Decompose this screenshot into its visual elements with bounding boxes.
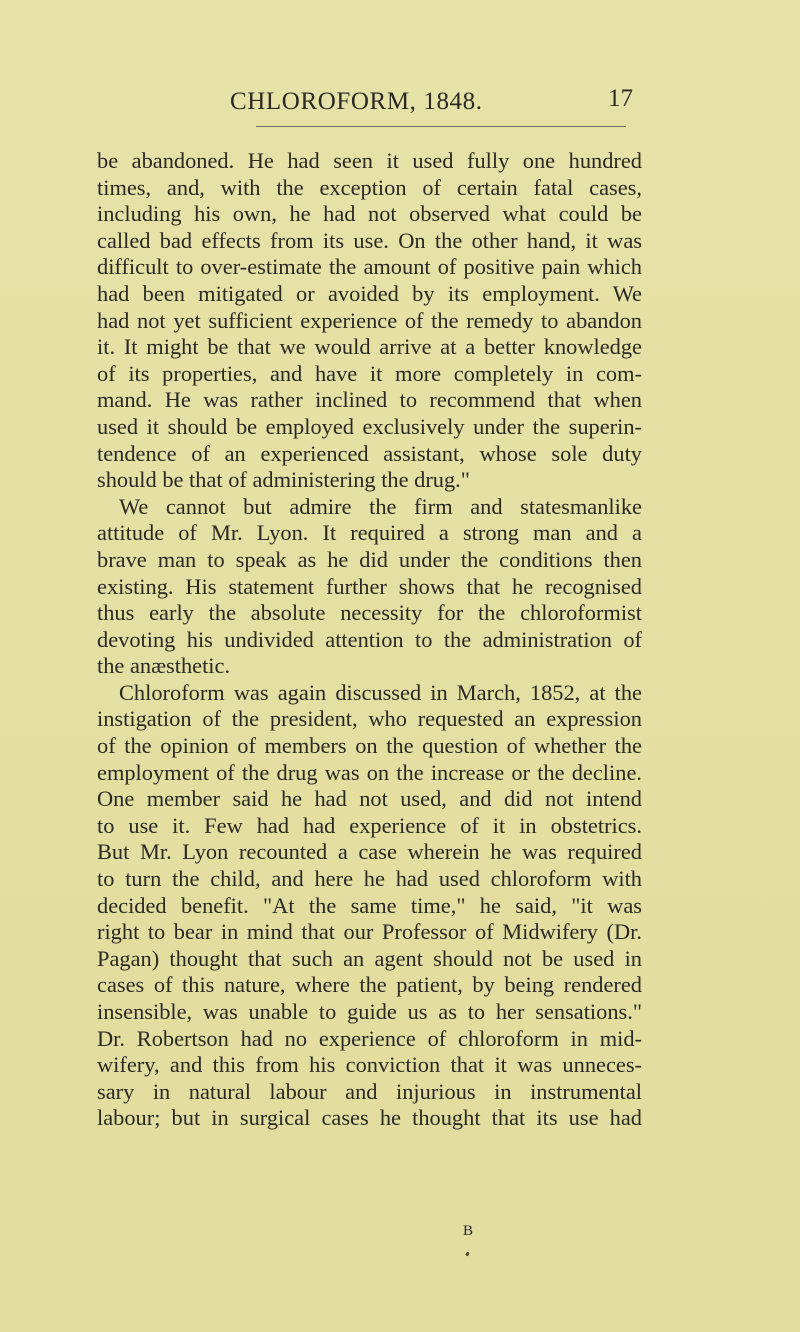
page-number: 17 (608, 85, 633, 112)
text-line: devoting his undivided attention to the administration of (97, 626, 642, 652)
text-line: cases of this nature, where the patient, by being rendered (97, 972, 642, 998)
text-line: right to bear in mind that our Professor of Midwifery (Dr. (97, 919, 642, 945)
header-rule (256, 126, 626, 127)
paragraph-start-line: Chloroform was again discussed in March, 1852, at the (119, 679, 642, 705)
text-line: called bad effects from its use. On the other hand, it was (97, 227, 642, 253)
text-line: Dr. Robertson had no experience of chloroform in mid- (97, 1025, 642, 1051)
text-line: employment of the drug was on the increase or the decline. (97, 759, 642, 785)
paragraph-start-line: We cannot but admire the firm and statesmanlike (119, 493, 642, 519)
text-line: should be that of administering the drug." (97, 467, 470, 493)
text-line: But Mr. Lyon recounted a case wherein he was required (97, 839, 642, 865)
text-line: mand. He was rather inclined to recommend that when (97, 387, 642, 413)
text-line: be abandoned. He had seen it used fully one hundred (97, 148, 642, 173)
text-line: had not yet sufficient experience of the remedy to abandon (97, 307, 642, 333)
text-line: One member said he had not used, and did not intend (97, 786, 642, 812)
text-line: the anæsthetic. (97, 653, 231, 679)
text-line: brave man to speak as he did under the conditions then (97, 546, 642, 572)
text-line: Pagan) thought that such an agent should not be used in (97, 945, 642, 971)
text-line: decided benefit. "At the same time," he said, "it was (97, 892, 642, 918)
ink-speck (465, 1252, 470, 1257)
text-line: it. It might be that we would arrive at a better knowledge (97, 334, 642, 360)
text-line: existing. His statement further shows that he recognised (97, 573, 642, 599)
body-text (97, 148, 642, 1132)
text-line: including his own, he had not observed what could be (97, 201, 642, 227)
text-line: sary in natural labour and injurious in instrumental (97, 1078, 642, 1104)
text-line: labour; but in surgical cases he thought that its use had (97, 1105, 642, 1131)
text-line: times, and, with the exception of certain fatal cases, (97, 174, 642, 200)
text-line: to turn the child, and here he had used chloroform with (97, 866, 642, 892)
text-line: wifery, and this from his conviction that it was unneces- (97, 1052, 642, 1078)
text-line: tendence of an experienced assistant, whose sole duty (97, 440, 642, 466)
text-line: had been mitigated or avoided by its employment. We (97, 280, 642, 306)
text-line: insensible, was unable to guide us as to her sensations." (97, 999, 642, 1024)
text-line: to use it. Few had had experience of it in obstetrics. (97, 812, 642, 838)
text-line: of the opinion of members on the question of whether the (97, 733, 642, 759)
running-head: CHLOROFORM, 1848. (230, 88, 483, 115)
text-line: difficult to over-estimate the amount of positive pain which (97, 254, 642, 280)
text-line: instigation of the president, who requested an expression (97, 706, 642, 732)
text-line: attitude of Mr. Lyon. It required a strong man and a (97, 520, 642, 546)
text-line: thus early the absolute necessity for the chloroformist (97, 600, 642, 626)
signature-mark: B (463, 1223, 474, 1239)
text-line: of its properties, and have it more completely in com- (97, 360, 642, 386)
text-line: used it should be employed exclusively under the superin- (97, 413, 642, 439)
